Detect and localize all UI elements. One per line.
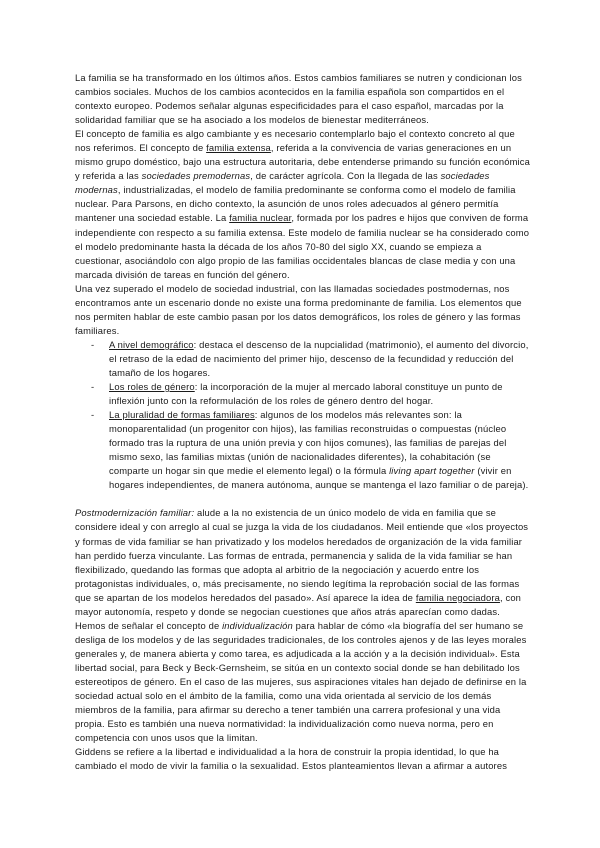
paragraph-postmodern-societies: Una vez superado el modelo de sociedad industrial, con las llamadas sociedades postmodernas, nos encontramos ante un escenario donde no existe una forma predominante de familia. Los elementos que nos permiten hablar de este cambio pasan por los datos demográficos, los roles de género y las formas familiares. [75, 282, 522, 336]
list-item-text: (vivir en hogares independientes, de manera autónoma, aunque se mantenga el lazo familiar o de pareja). [109, 465, 529, 491]
list-item-label: A nivel demográfico [109, 338, 194, 350]
text-run: , referida a la convivencia de varias generaciones en un mismo grupo doméstico, bajo una estructura autoritaria, debe entenderse primando su función económica y referida a las [75, 142, 530, 182]
list-item-text: : destaca el descenso de la nupcialidad (matrimonio), el aumento del divorcio, el retraso de la edad de nacimiento del primer hijo, descenso de la fecundidad y reducción del tamaño de los hogares. [109, 338, 529, 378]
change-elements-list [75, 338, 530, 493]
paragraph-family-concept [75, 127, 530, 282]
paragraph-spacer [75, 492, 530, 506]
paragraph-intro: La familia se ha transformado en los últimos años. Estos cambios familiares se nutren y condicionan los cambios sociales. Muchos de los cambios acontecidos en la familia española son compartidos en el contexto europeo. Podemos señalar algunas especificidades para el caso español, marcadas por la solidaridad familiar que se ha asociado a los modelos de bienestar mediterráneos. [75, 72, 522, 126]
text-run: El concepto de familia es algo cambiante y es necesario contemplarlo bajo el contexto concreto al que nos referimos. El concepto de [75, 128, 515, 154]
term-sociedades-modernas: sociedades modernas [75, 170, 490, 196]
term-familia-nuclear: familia nuclear [229, 212, 292, 224]
term-sociedades-premodernas: sociedades premodernas [141, 170, 251, 182]
term-individualizacion: individualización [222, 619, 293, 631]
list-item-label: La pluralidad de formas familiares [109, 409, 255, 421]
text-run: alude a la no existencia de un único modelo de vida en familia que se considere ideal y con arreglo al cual se juzga la vida de los ciudadanos. Meil entiende que «los proyectos y formas de vida familiar se han privatizado y los modelos heredados de organización de la vida familiar han perdido fuerza vinculante. Las formas de entrada, permanencia y salida de la vida familiar se han flexibilizado, quedando las formas que adopta al arbitrio de la negociación y acuerdo entre los protagonistas individuales, o, más precisamente, no siendo legítima la reprobación social de las formas que se apartan de los modelos heredados del pasado». Así aparece la idea de [75, 507, 529, 603]
paragraph-postmodernization [75, 506, 530, 618]
list-item-text: : algunos de los modelos más relevantes son: la monoparentalidad (un progenitor con hijos), las familias reconstruidas o compuestas (núcleo formado tras la ruptura de una unión previa y con hijos comunes), las familias de parejas del mismo sexo, las familias mixtas (unión de nacionalidades diferentes), la cohabitación (se comparte un hogar sin que medie el elemento legal) o la fórmula [109, 409, 507, 477]
text-run: , con mayor autonomía, respeto y donde se negocian cuestiones que años atrás aparecían como dadas. [75, 591, 522, 617]
list-item-demographic [109, 338, 530, 380]
term-postmodernizacion: Postmodernización familiar: [75, 507, 195, 519]
paragraph-individualization [75, 619, 530, 745]
text-run: , industrializadas, el modelo de familia predominante se conforma como el modelo de familia nuclear. Para Parsons, en dicho contexto, la asunción de unos roles adecuados al género permitía mantener una sociedad estable. La [75, 184, 516, 224]
paragraph-giddens: Giddens se refiere a la libertad e individualidad a la hora de construir la propia identidad, lo que ha cambiado el modo de vivir la familia o la sexualidad. Estos planteamientos llevan a afirmar a autores [75, 746, 508, 772]
list-item-family-forms [109, 408, 530, 492]
list-item-label: Los roles de género [109, 381, 195, 393]
term-familia-negociadora: familia negociadora [415, 591, 500, 603]
text-run: , de carácter agrícola. Con la llegada de las [250, 170, 441, 182]
text-run: para hablar de cómo «la biografía del ser humano se desliga de los modelos y de las seguridades tradicionales, de los controles ajenos y de las leyes morales generales y, de manera abierta y como tarea, es adjudicada a la acción y a la decisión individual». Esta libertad social, para Beck y Beck-Gernsheim, se sitúa en un contexto social donde se han debilitado los estereotipos de género. En el caso de las mujeres, sus aspiraciones vitales han dejado de definirse en la sociedad actual solo en el ámbito de la familia, como una vida orientada al servicio de los demás miembros de la familia, para afirmar su derecho a tener también una carrera profesional y una vida propia. Esto es también una nueva normatividad: la individualización como nueva norma, pero en competencia con unos usos que la limitan. [75, 619, 527, 744]
list-item-text: : la incorporación de la mujer al mercado laboral constituye un punto de inflexión junto con la reformulación de los roles de género dentro del hogar. [109, 381, 503, 407]
text-run: , formada por los padres e hijos que conviven de forma independiente con respecto a su familia extensa. Este modelo de familia nuclear se ha considerado como el modelo predominante hasta la década de los años 70-80 del siglo XX, cuando se empieza a cuestionar, asociándolo con algo propio de las familias occidentales blancas de clase media y con una marcada división de tareas en función del género. [75, 212, 530, 280]
text-run: Hemos de señalar el concepto de [75, 619, 223, 631]
term-familia-extensa: familia extensa [206, 142, 271, 154]
term-living-apart-together: living apart together [389, 465, 475, 477]
list-item-gender-roles [109, 380, 530, 408]
